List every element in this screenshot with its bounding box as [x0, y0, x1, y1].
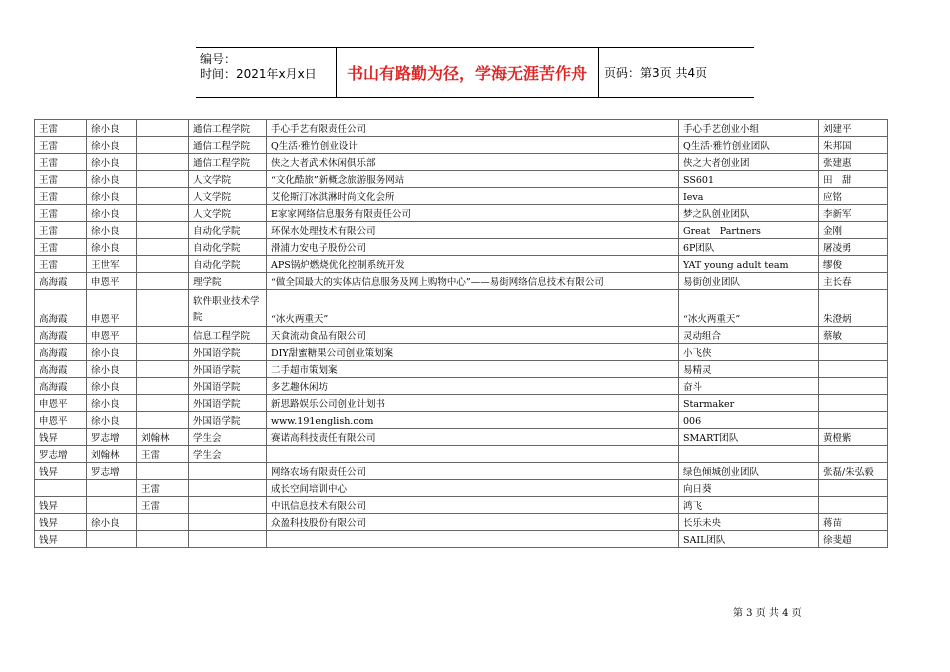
cell-college: 外国语学院 [189, 412, 267, 429]
cell-teacher-1: 王雷 [35, 256, 87, 273]
cell-teacher-2: 罗志增 [87, 463, 137, 480]
table-row [35, 327, 888, 344]
header-motto: 书山有路勤为径，学海无涯苦作舟 [336, 48, 599, 97]
cell-teacher-2: 徐小良 [87, 514, 137, 531]
cell-team-name: 向日葵 [679, 480, 819, 497]
cell-teacher-3 [137, 290, 189, 327]
table-row [35, 137, 888, 154]
cell-project-name: www.191english.com [267, 412, 679, 429]
cell-teacher-1: 罗志增 [35, 446, 87, 463]
cell-teacher-2: 徐小良 [87, 239, 137, 256]
cell-teacher-2: 徐小良 [87, 378, 137, 395]
page-header [196, 47, 754, 98]
cell-project-name: 众盈科技股份有限公司 [267, 514, 679, 531]
cell-teacher-1: 钱昇 [35, 463, 87, 480]
cell-teacher-1: 钱昇 [35, 514, 87, 531]
table-row [35, 378, 888, 395]
cell-teacher-3 [137, 171, 189, 188]
table-row [35, 256, 888, 273]
cell-leader: 朱邦国 [819, 137, 888, 154]
cell-teacher-2: 徐小良 [87, 361, 137, 378]
cell-teacher-3 [137, 205, 189, 222]
cell-project-name: DIY甜蜜糖果公司创业策划案 [267, 344, 679, 361]
cell-project-name: 环保水处理技术有限公司 [267, 222, 679, 239]
cell-teacher-2: 申恩平 [87, 273, 137, 290]
table-row [35, 463, 888, 480]
cell-college: 自动化学院 [189, 222, 267, 239]
cell-team-name: “冰火两重天” [679, 290, 819, 327]
cell-college: 人文学院 [189, 205, 267, 222]
cell-leader: 刘建平 [819, 120, 888, 137]
cell-team-name: 手心手艺创业小组 [679, 120, 819, 137]
cell-college: 人文学院 [189, 188, 267, 205]
cell-leader: 金刚 [819, 222, 888, 239]
cell-project-name: 中讯信息技术有限公司 [267, 497, 679, 514]
project-table [34, 119, 888, 548]
cell-college [189, 480, 267, 497]
cell-teacher-1: 王雷 [35, 188, 87, 205]
cell-teacher-2: 徐小良 [87, 205, 137, 222]
cell-leader: 黄橙紫 [819, 429, 888, 446]
cell-project-name: 网络农场有限责任公司 [267, 463, 679, 480]
cell-teacher-2: 徐小良 [87, 344, 137, 361]
cell-college: 学生会 [189, 446, 267, 463]
table-row [35, 429, 888, 446]
table-row [35, 412, 888, 429]
cell-team-name: 灵动组合 [679, 327, 819, 344]
cell-college: 通信工程学院 [189, 137, 267, 154]
cell-teacher-2: 徐小良 [87, 137, 137, 154]
cell-project-name: E家家网络信息服务有限责任公司 [267, 205, 679, 222]
table-row [35, 361, 888, 378]
cell-teacher-3 [137, 273, 189, 290]
cell-project-name: 成长空间培训中心 [267, 480, 679, 497]
cell-leader [819, 344, 888, 361]
cell-teacher-2: 徐小良 [87, 188, 137, 205]
table-row [35, 222, 888, 239]
cell-team-name: 绿色倾城创业团队 [679, 463, 819, 480]
cell-teacher-3: 刘翰林 [137, 429, 189, 446]
cell-teacher-3 [137, 137, 189, 154]
cell-teacher-3 [137, 344, 189, 361]
cell-leader: 屠凌勇 [819, 239, 888, 256]
cell-teacher-1: 申恩平 [35, 395, 87, 412]
cell-teacher-2: 徐小良 [87, 395, 137, 412]
cell-team-name: 006 [679, 412, 819, 429]
cell-leader [819, 361, 888, 378]
cell-teacher-1: 高海霞 [35, 290, 87, 327]
cell-leader: 田 甜 [819, 171, 888, 188]
cell-teacher-3 [137, 222, 189, 239]
document-time-label: 时间：2021年x月x日 [200, 67, 317, 81]
cell-college [189, 463, 267, 480]
cell-teacher-3: 王雷 [137, 497, 189, 514]
cell-college: 外国语学院 [189, 361, 267, 378]
cell-college [189, 531, 267, 548]
header-meta [196, 48, 337, 97]
cell-project-name: 艾伦斯汀冰淇淋时尚文化会所 [267, 188, 679, 205]
table-row [35, 188, 888, 205]
cell-teacher-3 [137, 327, 189, 344]
cell-project-name: “冰火两重天” [267, 290, 679, 327]
cell-leader: 蒋苗 [819, 514, 888, 531]
cell-project-name: 侠之大者武术休闲俱乐部 [267, 154, 679, 171]
cell-team-name: SS601 [679, 171, 819, 188]
cell-leader: 缪俊 [819, 256, 888, 273]
cell-college: 理学院 [189, 273, 267, 290]
table-row [35, 531, 888, 548]
cell-project-name: “文化酷旅”新概念旅游服务网站 [267, 171, 679, 188]
cell-college [189, 514, 267, 531]
cell-teacher-1: 钱昇 [35, 429, 87, 446]
table-row [35, 395, 888, 412]
cell-teacher-2: 徐小良 [87, 171, 137, 188]
cell-team-name [679, 446, 819, 463]
cell-college: 外国语学院 [189, 395, 267, 412]
cell-teacher-2: 申恩平 [87, 327, 137, 344]
cell-team-name: SAIL团队 [679, 531, 819, 548]
cell-college: 通信工程学院 [189, 120, 267, 137]
cell-teacher-3 [137, 514, 189, 531]
cell-teacher-2: 徐小良 [87, 120, 137, 137]
cell-teacher-3 [137, 463, 189, 480]
cell-project-name: 滑浦力安电子股份公司 [267, 239, 679, 256]
cell-teacher-2: 徐小良 [87, 154, 137, 171]
cell-teacher-2 [87, 531, 137, 548]
cell-project-name: “做全国最大的实体店信息服务及网上购物中心”——易街网络信息技术有限公司 [267, 273, 679, 290]
cell-teacher-3: 王雷 [137, 446, 189, 463]
cell-leader: 张磊/朱弘毅 [819, 463, 888, 480]
cell-teacher-1: 钱昇 [35, 531, 87, 548]
cell-teacher-1: 高海霞 [35, 344, 87, 361]
cell-leader [819, 497, 888, 514]
cell-teacher-2: 徐小良 [87, 412, 137, 429]
header-page-info: 页码：第3页 共4页 [604, 66, 708, 80]
cell-team-name: Ieva [679, 188, 819, 205]
cell-team-name: 小飞侠 [679, 344, 819, 361]
cell-project-name: 多艺趣休闲坊 [267, 378, 679, 395]
table-row [35, 273, 888, 290]
cell-leader: 朱澄炳 [819, 290, 888, 327]
cell-teacher-3 [137, 531, 189, 548]
cell-leader: 张建惠 [819, 154, 888, 171]
cell-team-name: Q生活·雅竹创业团队 [679, 137, 819, 154]
cell-team-name: 6P团队 [679, 239, 819, 256]
cell-teacher-3 [137, 120, 189, 137]
cell-leader [819, 378, 888, 395]
cell-teacher-3 [137, 154, 189, 171]
cell-teacher-1: 王雷 [35, 154, 87, 171]
table-row [35, 480, 888, 497]
cell-teacher-1: 高海霞 [35, 361, 87, 378]
cell-leader: 应铭 [819, 188, 888, 205]
cell-teacher-1: 王雷 [35, 171, 87, 188]
table-row [35, 120, 888, 137]
cell-leader [819, 480, 888, 497]
cell-teacher-3: 王雷 [137, 480, 189, 497]
cell-team-name: 侠之大者创业团 [679, 154, 819, 171]
cell-project-name [267, 531, 679, 548]
cell-teacher-2: 刘翰林 [87, 446, 137, 463]
cell-leader [819, 395, 888, 412]
table-row [35, 497, 888, 514]
document-number-label: 编号： [200, 52, 237, 66]
cell-college: 学生会 [189, 429, 267, 446]
cell-teacher-2: 王世军 [87, 256, 137, 273]
cell-project-name: 天食流动食品有限公司 [267, 327, 679, 344]
cell-college [189, 497, 267, 514]
table-row [35, 290, 888, 327]
cell-teacher-1: 王雷 [35, 239, 87, 256]
cell-teacher-3 [137, 256, 189, 273]
cell-teacher-1 [35, 480, 87, 497]
cell-college: 自动化学院 [189, 256, 267, 273]
table-row [35, 239, 888, 256]
cell-teacher-3 [137, 239, 189, 256]
cell-leader: 徐斐超 [819, 531, 888, 548]
cell-teacher-2 [87, 497, 137, 514]
cell-college: 人文学院 [189, 171, 267, 188]
cell-leader: 蔡敏 [819, 327, 888, 344]
cell-teacher-1: 王雷 [35, 120, 87, 137]
cell-teacher-1: 申恩平 [35, 412, 87, 429]
cell-college: 信息工程学院 [189, 327, 267, 344]
cell-college: 通信工程学院 [189, 154, 267, 171]
cell-teacher-1: 王雷 [35, 205, 87, 222]
cell-team-name: 梦之队创业团队 [679, 205, 819, 222]
cell-teacher-3 [137, 378, 189, 395]
cell-project-name: 赛诺高科技责任有限公司 [267, 429, 679, 446]
table-row [35, 154, 888, 171]
cell-team-name: SMART团队 [679, 429, 819, 446]
cell-project-name: 新思路娱乐公司创业计划书 [267, 395, 679, 412]
cell-teacher-1: 王雷 [35, 222, 87, 239]
cell-teacher-1: 钱昇 [35, 497, 87, 514]
cell-teacher-2: 申恩平 [87, 290, 137, 327]
cell-teacher-3 [137, 412, 189, 429]
cell-teacher-1: 高海霞 [35, 273, 87, 290]
cell-college: 外国语学院 [189, 344, 267, 361]
cell-teacher-2: 徐小良 [87, 222, 137, 239]
cell-project-name: APS锅炉燃烧优化控制系统开发 [267, 256, 679, 273]
cell-teacher-3 [137, 395, 189, 412]
cell-teacher-1: 王雷 [35, 137, 87, 154]
cell-team-name: 易精灵 [679, 361, 819, 378]
page-footer: 第 3 页 共 4 页 [733, 608, 802, 619]
cell-text: 软件职业技术学院 [193, 296, 260, 323]
cell-leader: 主长春 [819, 273, 888, 290]
cell-college [189, 290, 267, 327]
cell-teacher-3 [137, 188, 189, 205]
cell-teacher-2 [87, 480, 137, 497]
cell-team-name: 长乐未央 [679, 514, 819, 531]
cell-team-name: YAT young adult team [679, 256, 819, 273]
cell-team-name: Great Partners [679, 222, 819, 239]
cell-teacher-3 [137, 361, 189, 378]
cell-leader [819, 446, 888, 463]
cell-project-name: 手心手艺有限责任公司 [267, 120, 679, 137]
cell-project-name: Q生活·雅竹创业设计 [267, 137, 679, 154]
table-row [35, 205, 888, 222]
table-row [35, 344, 888, 361]
cell-project-name: 二手超市策划案 [267, 361, 679, 378]
cell-team-name: 奋斗 [679, 378, 819, 395]
table-row [35, 446, 888, 463]
cell-team-name: 鸿飞 [679, 497, 819, 514]
cell-team-name: Starmaker [679, 395, 819, 412]
cell-leader [819, 412, 888, 429]
cell-teacher-1: 高海霞 [35, 327, 87, 344]
cell-teacher-2: 罗志增 [87, 429, 137, 446]
cell-team-name: 易街创业团队 [679, 273, 819, 290]
cell-leader: 李新军 [819, 205, 888, 222]
table-row [35, 171, 888, 188]
table-row [35, 514, 888, 531]
cell-college: 自动化学院 [189, 239, 267, 256]
cell-project-name [267, 446, 679, 463]
cell-college: 外国语学院 [189, 378, 267, 395]
cell-teacher-1: 高海霞 [35, 378, 87, 395]
